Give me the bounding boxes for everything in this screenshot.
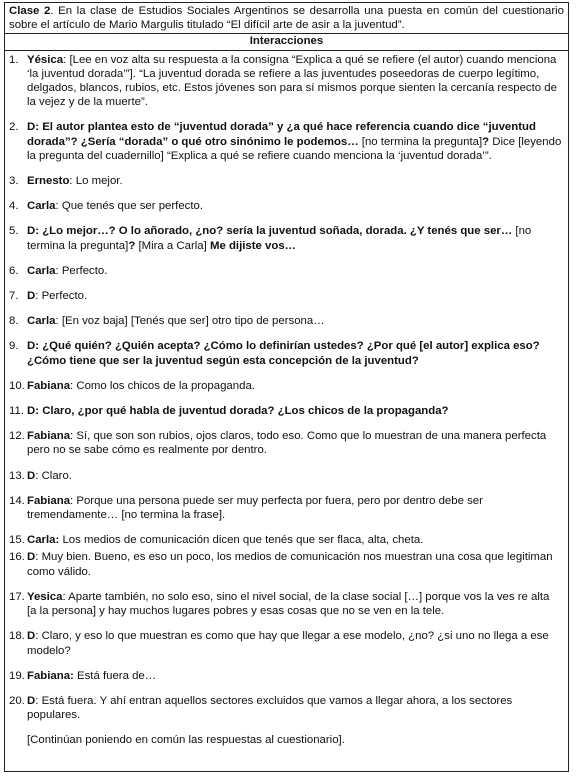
row-text — [27, 429, 562, 457]
speaker-name: Carla — [27, 315, 56, 328]
row-number: 5. — [9, 225, 19, 238]
utterance-segment: : Claro, y eso lo que muestran es como que hay que llegar a ese modelo, ¿no? ¿si uno no llega a ese modelo? — [27, 630, 549, 657]
utterance-segment: : Sí, que son son rubios, ojos claros, todo eso. Como que lo muestran de una manera perfecta pero no se sabe cómo es realmente por dentro. — [27, 430, 547, 457]
interaction-row — [9, 629, 562, 657]
row-text — [27, 404, 562, 418]
row-text — [27, 53, 562, 110]
table-header: Interacciones — [5, 34, 568, 50]
speaker-name: D — [27, 340, 36, 353]
caption-label: Clase 2 — [9, 5, 51, 17]
row-text — [27, 314, 562, 328]
row-text — [27, 339, 562, 367]
utterance-segment: : Porque una persona puede ser muy perfecta por fuera, pero por dentro debe ser tremendamente… [no termina la frase]. — [27, 494, 483, 522]
row-text — [27, 629, 562, 657]
utterance-segment: : Está fuera. Y ahí entran aquellos sectores excluidos que vamos a llegar ahora, a los sectores populares. — [27, 694, 513, 722]
utterance-segment: : Claro. — [35, 469, 72, 482]
utterance-segment: : [Lee en voz alta su respuesta a la consigna “Explica a qué se refiere (el autor) cuando menciona ‘la juventud dorada’”]. “La juventud dorada se refiere a las juventudes poseedoras de cuerpo legítimo, delgados, blancos, rubios, etc. Estos jóvenes son para sí mismos porque sienten la cercanía respecto de la vejez y de la muerte”. — [27, 53, 557, 109]
speaker-name: D — [27, 630, 36, 643]
utterance-segment: Está fuera de… — [73, 669, 157, 682]
interaction-row — [9, 694, 562, 722]
interaction-row — [9, 550, 562, 578]
interaction-row — [9, 264, 562, 278]
utterance-segment: : Como los chicos de la propaganda. — [70, 379, 255, 392]
interaction-row — [9, 120, 562, 163]
interaction-row — [9, 379, 562, 393]
utterance-segment: : Muy bien. Bueno, es eso un poco, los medios de comunicación nos muestran una cosa que legitiman como válido. — [27, 551, 553, 578]
speaker-name: Carla — [27, 264, 56, 277]
speaker-name: Yesica — [27, 590, 63, 603]
utterance-segment: : Aparte también, no solo eso, sino el nivel social, de la clase social […] porque vos la ves re alta [a la persona] y hay muchos lugares pobres y esas cosas que no se ven en la tele. — [27, 590, 550, 618]
utterance-segment: ? — [482, 135, 490, 148]
row-text — [27, 494, 562, 522]
utterance-segment: Me dijiste vos… — [209, 239, 297, 252]
speaker-name: Fabiana — [27, 430, 71, 443]
row-number: 12. — [9, 430, 25, 443]
interaction-row — [9, 669, 562, 683]
row-text — [27, 289, 562, 303]
utterance-segment: Los medios de comunicación dicen que tenés que ser flaca, alta, cheta. — [59, 534, 424, 547]
interaction-row — [9, 590, 562, 618]
speaker-name: Yésica — [27, 53, 64, 66]
utterance-segment: Dice [leyendo la pregunta del cuadernillo] “Explica a qué se refiere cuando menciona la ‘juventud dorada’”. — [27, 135, 562, 162]
speaker-name: Fabiana: — [27, 669, 74, 682]
row-number: 20. — [9, 694, 25, 707]
row-number: 18. — [9, 630, 25, 643]
row-number: 9. — [9, 340, 19, 353]
row-text — [27, 469, 562, 483]
utterance-segment: : Que tenés que ser perfecto. — [55, 200, 204, 213]
transcript-table — [4, 2, 569, 772]
row-text — [27, 174, 562, 188]
interaction-row — [9, 469, 562, 483]
utterance-segment: : [En voz baja] [Tenés que ser] otro tipo de persona… — [55, 315, 325, 328]
interaction-row — [9, 53, 562, 110]
speaker-name: D — [27, 405, 36, 418]
utterance-segment: : El autor plantea esto de “juventud dorada” y ¿a qué hace referencia cuando dice “juventud dorada”? ¿Sería “dorada” o qué otro sinónimo le podemos… — [27, 121, 536, 148]
caption-text: . En la clase de Estudios Sociales Argentinos se desarrolla una puesta en común del cuestionario sobre el artículo de Mario Margulis titulado “El difícil arte de asir a la juventud”. — [9, 5, 564, 32]
row-text — [27, 694, 562, 722]
row-text — [27, 120, 562, 163]
table-caption — [5, 3, 568, 34]
utterance-segment: : Claro, ¿por qué habla de juventud dorada? ¿Los chicos de la propaganda? — [35, 405, 449, 418]
row-number: 14. — [9, 494, 25, 507]
row-text — [27, 533, 562, 547]
row-number: 15. — [9, 534, 25, 547]
interaction-row — [9, 429, 562, 457]
row-text — [27, 550, 562, 578]
interaction-row — [9, 224, 562, 252]
utterance-segment: [no termina la pregunta] — [358, 135, 483, 148]
row-text — [27, 199, 562, 213]
row-text — [27, 264, 562, 278]
row-number: 13. — [9, 469, 25, 482]
row-number: 2. — [9, 121, 19, 134]
speaker-name: D — [27, 121, 36, 134]
interaction-row — [9, 533, 562, 547]
speaker-name: Fabiana — [27, 379, 71, 392]
interaction-row — [9, 174, 562, 188]
row-number: 3. — [9, 175, 19, 188]
interaction-row — [9, 494, 562, 522]
speaker-name: D — [27, 469, 36, 482]
row-text — [27, 590, 562, 618]
speaker-name: D — [27, 290, 36, 303]
row-number: 19. — [9, 669, 25, 682]
speaker-name: D — [27, 551, 36, 564]
row-number: 8. — [9, 315, 19, 328]
row-number: 16. — [9, 551, 25, 564]
row-text — [27, 224, 562, 252]
row-number: 11. — [9, 405, 24, 418]
row-text — [27, 669, 562, 683]
row-number: 7. — [9, 290, 19, 303]
utterance-segment: : ¿Qué quién? ¿Quién acepta? ¿Cómo lo definirían ustedes? ¿Por qué [el autor] explica eso? ¿Cómo tiene que ser la juventud según esta concepción de la juventud? — [27, 340, 540, 367]
utterance-segment: : Lo mejor. — [69, 175, 123, 188]
closing-note: [Continúan poniendo en común las respuestas al cuestionario]. — [27, 734, 345, 747]
interaction-row — [9, 289, 562, 303]
row-number: 6. — [9, 264, 19, 277]
row-number: 1. — [9, 53, 19, 66]
utterance-segment: ? — [128, 239, 136, 252]
row-number: 17. — [9, 590, 25, 603]
speaker-name: Carla: — [27, 534, 60, 547]
interaction-row — [9, 314, 562, 328]
utterance-segment: [no termina la pregunta] — [27, 225, 532, 252]
utterance-segment: : Perfecto. — [35, 290, 88, 303]
speaker-name: Ernesto — [27, 175, 70, 188]
row-text — [27, 379, 562, 393]
row-number: 10. — [9, 379, 25, 392]
speaker-name: Carla — [27, 200, 56, 213]
row-number: 4. — [9, 200, 19, 213]
interaction-row — [9, 199, 562, 213]
interaction-row — [9, 339, 562, 367]
utterance-segment: [Mira a Carla] — [135, 239, 210, 252]
interaction-list — [5, 51, 568, 748]
utterance-segment: : Perfecto. — [55, 264, 108, 277]
interaction-row — [9, 404, 562, 418]
speaker-name: D — [27, 694, 36, 707]
utterance-segment: : ¿Lo mejor…? O lo añorado, ¿no? sería la juventud soñada, dorada. ¿Y tenés que ser… — [35, 225, 513, 238]
speaker-name: Fabiana — [27, 494, 71, 507]
speaker-name: D — [27, 225, 36, 238]
